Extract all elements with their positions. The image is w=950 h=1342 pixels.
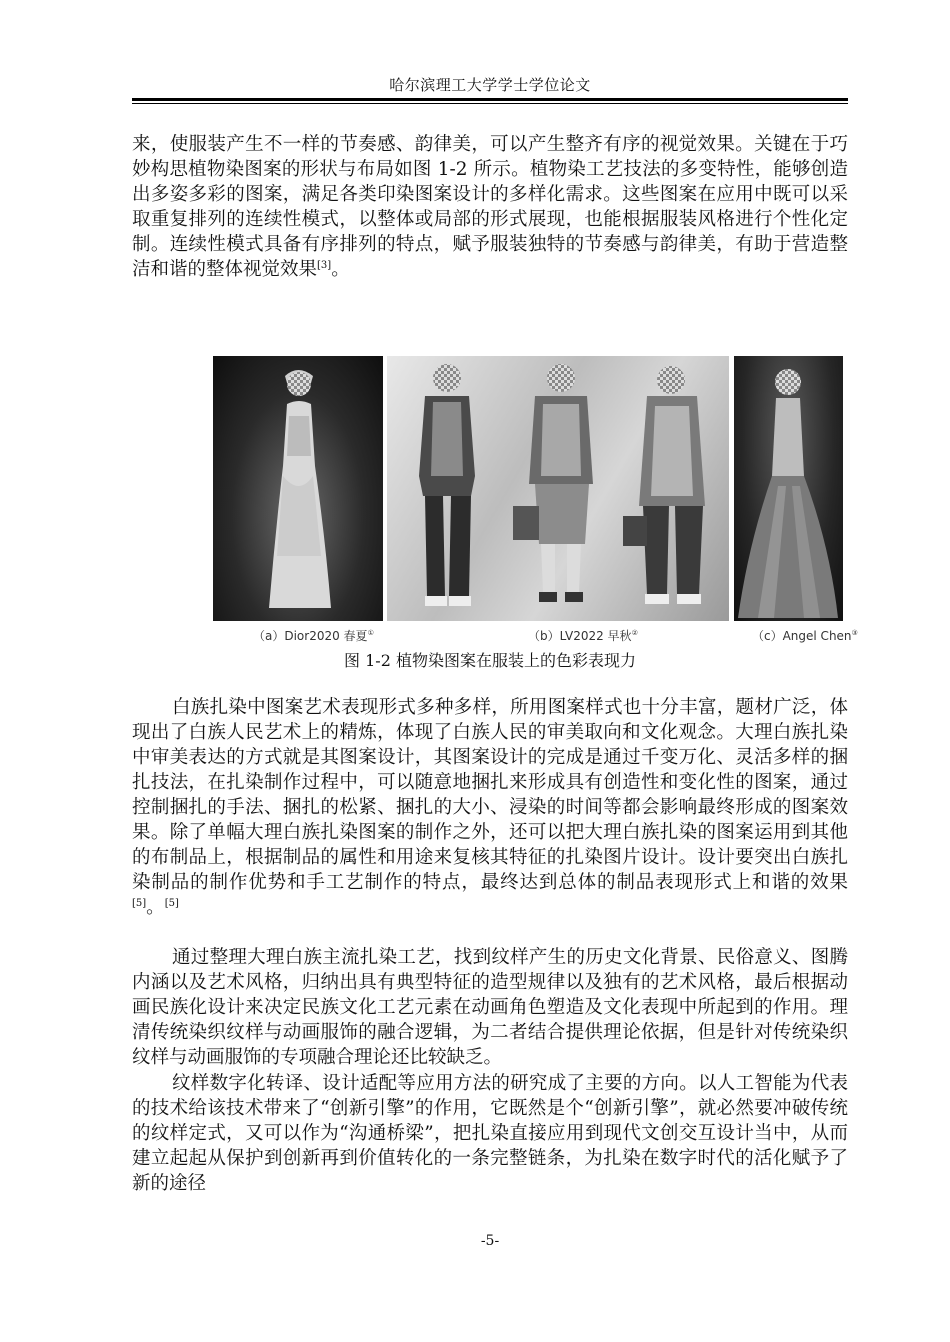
subcaption-b (528, 627, 638, 644)
paragraph-2 (132, 695, 848, 920)
paragraph-4: 纹样数字化转译、设计适配等应用方法的研究成了主要的方向。以人工智能为代表的技术给该技术带来了“创新引擎”的作用，它既然是个“创新引擎”，就必然要冲破传统的纹样定式，又可以作为“沟通桥梁”，把扎染直接应用到现代文创交互设计当中，从而建立起起从保护到创新再到价值转化的一条完整链条，为扎染在数字时代的活化赋予了新的途径 (132, 1073, 848, 1194)
subcaption-a-text: （a）Dior2020 春夏 (253, 629, 368, 643)
page-number: -5- (480, 1233, 500, 1249)
paragraph-1 (132, 132, 848, 282)
paragraph-1-text: 来，使服装产生不一样的节奏感、韵律美，可以产生整齐有序的视觉效果。关键在于巧妙构思植物染图案的形状与布局如图 1-2 所示。植物染工艺技法的多变特性，能够创造出多姿多彩的图案，满足各类印染图案设计的多样化需求。这些图案在应用中既可以采取重复排列的连续性模式，以整体或局部的形式展现，也能根据服装风格进行个性化定制。连续性模式具备有序排列的特点，赋予服装独特的节奏感与韵律美，有助于营造整洁和谐的整体视觉效果 (132, 134, 848, 280)
figure-caption: 图 1-2 植物染图案在服装上的色彩表现力 (344, 651, 636, 670)
paragraph-2-text: 白族扎染中图案艺术表现形式多种多样，所用图案样式也十分丰富，题材广泛，体现出了白族人民艺术上的精炼，体现了白族人民的审美取向和文化观念。大理白族扎染中审美表达的方式就是其图案设计，其图案设计的完成是通过千变万化、灵活多样的捆扎技法，在扎染制作过程中，可以随意地捆扎来形成具有创造性和变化性的图案，通过控制捆扎的手法、捆扎的松紧、捆扎的大小、浸染的时间等都会影响最终形成的图案效果。除了单幅大理白族扎染图案的制作之外，还可以把大理白族扎染的图案运用到其他的布制品上，根据制品的属性和用途来复核其特征的扎染图片设计。设计要突出白族扎染制品的制作优势和手工艺制作的特点，最终达到总体的制品表现形式上和谐的效果 (132, 697, 848, 893)
subcaption-c-mark: ③ (851, 629, 858, 637)
citation-3: [3] (317, 259, 332, 271)
header-rule-thin (132, 103, 848, 104)
header-rule-thick (132, 98, 848, 101)
paragraph-1-end: 。 (331, 259, 350, 280)
subcaption-a (253, 627, 374, 644)
figure-1-2 (213, 356, 843, 621)
subcaption-a-mark: ① (367, 629, 374, 637)
paragraph-2-punct: 。 (146, 897, 165, 918)
photo-dior-runway (213, 356, 383, 621)
photo-lv-lookbook (387, 356, 729, 621)
subcaption-c (752, 627, 858, 644)
citation-5: [5] (132, 897, 147, 909)
subcaption-c-text: （c）Angel Chen (752, 629, 852, 643)
running-header: 哈尔滨理工大学学士学位论文 (389, 76, 591, 94)
subcaption-b-mark: ② (631, 629, 638, 637)
citation-5-repeat: [5] (164, 897, 179, 909)
photo-angel-chen (734, 356, 843, 621)
subcaption-b-text: （b）LV2022 早秋 (528, 629, 632, 643)
paragraph-3: 通过整理大理白族主流扎染工艺，找到纹样产生的历史文化背景、民俗意义、图腾内涵以及艺术风格，归纳出具有典型特征的造型规律以及独有的艺术风格，最后根据动画民族化设计来决定民族文化工艺元素在动画角色塑造及文化表现中所起到的作用。理清传统染织纹样与动画服饰的融合逻辑，为二者结合提供理论依据，但是针对传统染织纹样与动画服饰的专项融合理论还比较缺乏。 (132, 947, 848, 1068)
